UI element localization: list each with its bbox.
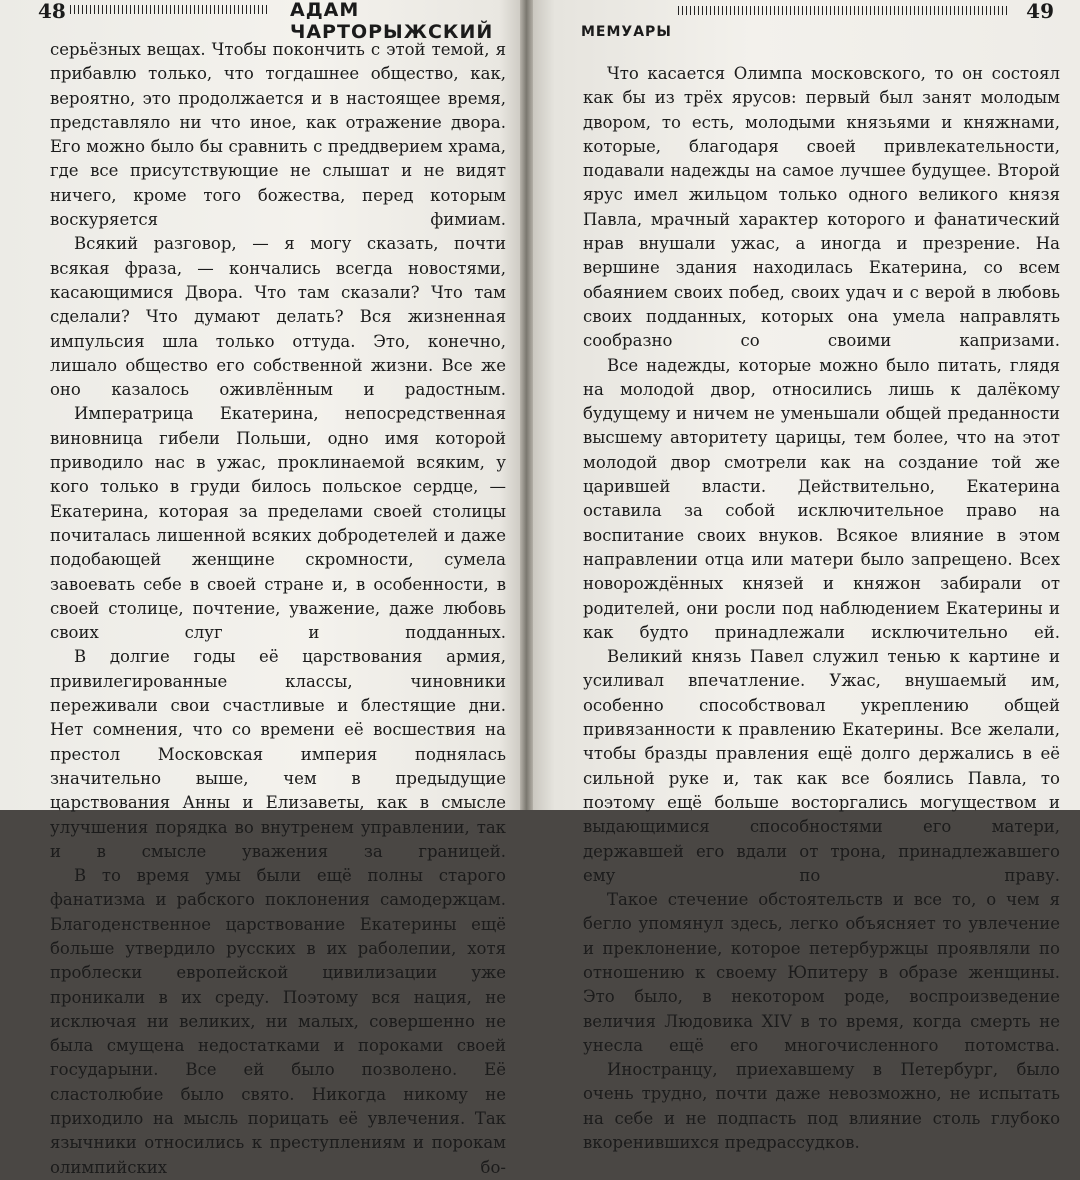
right-page-text (583, 62, 1060, 1155)
paragraph: Что касается Олимпа московского, то он состоял как бы из трёх ярусов: первый был занят молодым двором, то есть, молодыми князьями и княжнами, которые, благодаря своей привлекательности, подавали надежды на самое лучшее будущее. Второй ярус имел жильцом только одного великого князя Павла, мрачный характер которого и фанатический нрав внушали ужас, а иногда и презрение. На вершине здания находилась Екатерина, со всем обаянием своих побед, своих удач и с верой в любовь своих подданных, которых она умела направлять сообразно со своими капризами. (583, 64, 1060, 351)
paragraph: Всякий разговор, — я могу сказать, почти всякая фраза, — кончались всегда новостями, касающимися Двора. Что там сказали? Что там сделали? Что думают делать? Вся жизненная импульсия шла только оттуда. Это, конечно, лишало общество его собственной жизни. Все же оно казалось оживлённым и радостным. (50, 234, 506, 400)
paragraph: Все надежды, которые можно было питать, глядя на молодой двор, относились лишь к далёкому будущему и ничем не уменьшали общей преданности высшему авторитету царицы, тем более, что на этот молодой двор смотрели как на создание той же царившей власти. Действительно, Екатерина оставила за собой исключительное право на воспитание своих внуков. Всякое влияние в этом направлении отца или матери было запрещено. Всех новорождённых князей и княжон забирали от родителей, они росли под наблюдением Екатерины и как будто принадлежали исключительно ей. (583, 355, 1060, 642)
paragraph: Императрица Екатерина, непосредственная виновница гибели Польши, одно имя которой приводило нас в ужас, проклинаемой всяким, у кого только в груди билось польское сердце, — Екатерина, которая за пределами своей столицы почиталась лишенной всяких добродетелей и даже подобающей женщине скромности, сумела завоевать себе в своей стране и, в особенности, в своей столице, почтение, уважение, даже любовь своих слуг и подданных. (50, 404, 506, 643)
paragraph: Такое стечение обстоятельств и все то, о чем я бегло упомянул здесь, легко объясняет то увлечение и преклонение, которое петербуржцы проявляли по отношению к своему Юпитеру в образе женщины. Это было, в некотором роде, воспроизведение величия Людовика XIV в то время, когда смерть не унесла ещё его многочисленного потомства. (583, 890, 1060, 1055)
right-page (533, 0, 1080, 1153)
page-number: 49 (1026, 0, 1054, 23)
left-page (0, 0, 520, 1177)
page-number: 48 (38, 0, 66, 23)
left-page-header (38, 0, 506, 43)
left-page-text (50, 38, 506, 1180)
paragraph: Иностранцу, приехавшему в Петербург, было очень трудно, почти даже невозможно, не испытать на себе и не подпасть под влияние столь глубоко вкоренившихся предрассудков. (583, 1060, 1060, 1153)
right-page-header (583, 0, 1060, 38)
book-gutter (520, 0, 533, 810)
paragraph: серьёзных вещах. Чтобы покончить с этой темой, я прибавлю только, что тогдашнее общество, как, вероятно, это продолжается и в настоящее время, представляло ни что иное, как отражение двора. Его можно было бы сравнить с преддверием храма, где все присутствующие не слышат и не видят ничего, кроме того божества, перед которым воскуряется фимиам. (50, 40, 506, 230)
running-head: МЕМУАРЫ (581, 24, 672, 40)
paragraph: В то время умы были ещё полны старого фанатизма и рабского поклонения самодержцам. Благоденственное царствование Екатерины ещё больше утвердило русских в их раболепии, хотя проблески европейской цивилизации уже проникали в их среду. Поэтому вся нация, не исключая ни великих, ни малых, совершенно не была смущена недостатками и пороками своей государыни. Все ей было позволено. Её сластолюбие было свято. Никогда никому не приходило на мысль порицать её увлечения. Так язычники относились к преступлениям и порокам олимпийских бо- (50, 866, 506, 1177)
header-hatch-decoration (70, 5, 270, 14)
paragraph: Великий князь Павел служил тенью к картине и усиливал впечатление. Ужас, внушаемый им, особенно способствовал укреплению общей привязанности к правлению Екатерины. Все желали, чтобы бразды правления ещё долго держались в её сильной руке и, так как все боялись Павла, то поэтому ещё больше восторгались могуществом и выдающимися способностями его матери, державшей его вдали от трона, принадлежавшего ему по праву. (583, 647, 1060, 885)
running-head: АДАМ ЧАРТОРЫЖСКИЙ (290, 0, 494, 43)
paragraph: В долгие годы её царствования армия, привилегированные классы, чиновники переживали свои счастливые и блестящие дни. Нет сомнения, что со времени её восшествия на престол Московская империя поднялась значительно выше, чем в предыдущие царствования Анны и Елизаветы, как в смысле улучшения порядка во внутренем управлении, так и в смысле уважения за границей. (50, 647, 506, 861)
header-hatch-decoration (678, 6, 1010, 15)
